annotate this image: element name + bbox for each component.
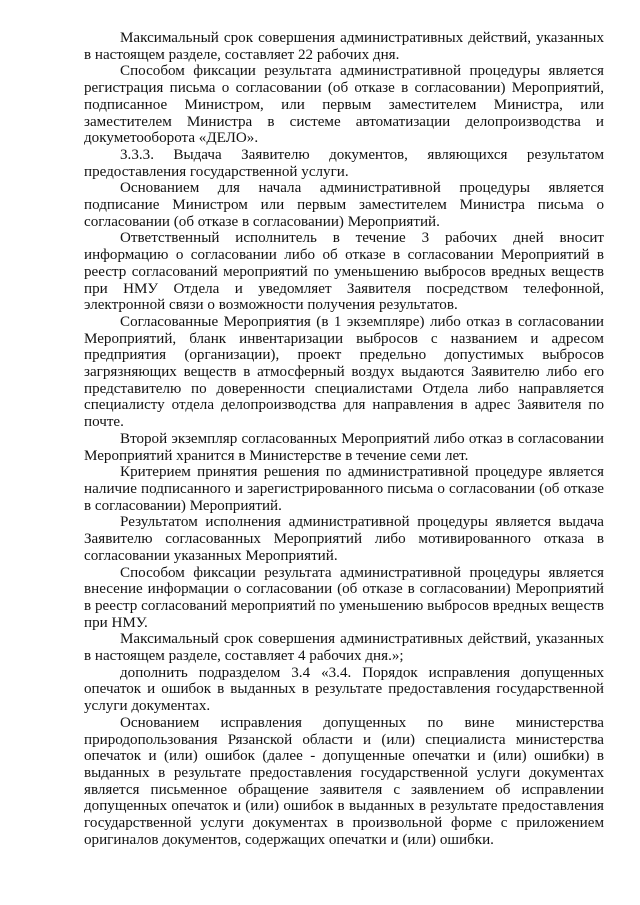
- paragraph-responsible-executor: Ответственный исполнитель в течение 3 рабочих дней вносит информацию о согласовании либо об отказе в согласовании Мероприятий в реестр согласований мероприятий по уменьшению выбросов вредных веществ при НМУ Отдела и уведомляет Заявителя посредством телефонной, электронной связи о возможности получения результатов.: [84, 230, 604, 314]
- paragraph-fixation-registry: Способом фиксации результата административной процедуры является внесение информации о согласовании (об отказе в согласовании) Мероприятий в реестр согласований мероприятий по уменьшению выбросов вредных веществ при НМУ.: [84, 564, 604, 631]
- paragraph-add-subsection-3-4: дополнить подразделом 3.4 «3.4. Порядок исправления допущенных опечаток и ошибок в выданных в результате предоставления государственной услуги документах.: [84, 664, 604, 715]
- paragraph-fixation-registration: Способом фиксации результата административной процедуры является регистрация письма о согласовании (об отказе в согласовании) Мероприятий, подписанное Министром, или первым заместителем Министра, или заместителем Министра в системе автоматизации делопроизводства и докуметооборота «ДЕЛО».: [84, 63, 604, 147]
- paragraph-decision-criterion: Критерием принятия решения по административной процедуре является наличие подписанного и зарегистрированного письма о согласовании (об отказе в согласовании) Мероприятий.: [84, 464, 604, 514]
- section-heading-3-3-3: 3.3.3. Выдача Заявителю документов, являющихся результатом предоставления государственной услуги.: [84, 146, 608, 180]
- paragraph-max-term-22: Максимальный срок совершения административных действий, указанных в настоящем разделе, составляет 22 рабочих дня.: [84, 30, 604, 63]
- document-page: [84, 30, 608, 848]
- paragraph-second-copy: Второй экземпляр согласованных Мероприятий либо отказ в согласовании Мероприятий хранится в Министерстве в течение семи лет.: [84, 430, 604, 464]
- paragraph-basis-start: Основанием для начала административной процедуры является подписание Министром или первым заместителем Министра письма о согласовании (об отказе в согласовании) Мероприятий.: [84, 180, 604, 230]
- paragraph-correction-basis: Основанием исправления допущенных по вине министерства природопользования Рязанской области и (или) специалиста министерства опечаток и (или) ошибок (далее - допущенные опечатки и (или) ошибки) в выданных в результате предоставления государственной услуги документах является письменное обращение заявителя с заявлением об исправлении допущенных опечаток и (или) ошибок в выданных в результате предоставления государственной услуги документах в произвольной форме с приложением оригиналов документов, содержащих опечатки и (или) ошибки.: [84, 714, 604, 848]
- paragraph-execution-result: Результатом исполнения административной процедуры является выдача Заявителю согласованных Мероприятий либо мотивированного отказа в согласовании указанных Мероприятий.: [84, 514, 604, 564]
- paragraph-agreed-measures: Согласованные Мероприятия (в 1 экземпляре) либо отказ в согласовании Мероприятий, бланк инвентаризации выбросов с названием и адресом предприятия (организации), проект предельно допустимых выбросов загрязняющих веществ в атмосферный воздух выдаются Заявителю либо его представителю по доверенности специалистами Отдела либо направляется специалисту отдела делопроизводства для направления в адрес Заявителя по почте.: [84, 313, 604, 431]
- paragraph-max-term-4: Максимальный срок совершения административных действий, указанных в настоящем разделе, составляет 4 рабочих дня.»;: [84, 631, 604, 665]
